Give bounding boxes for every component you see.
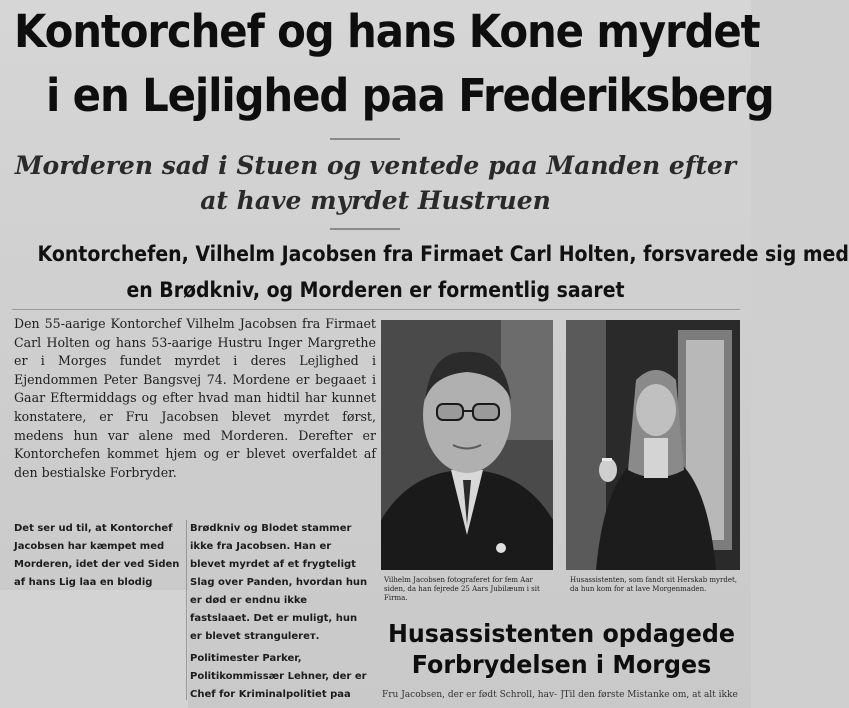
deck-line-1: Morderen sad i Stuen og ventede paa Manden efter [14,151,737,180]
blank-area [0,590,188,708]
column-left-text: Det ser ud til, at Kontorchef Jacobsen har kæmpet med Morderen, idet der ved Siden af hans Lig laa en blodig [14,523,180,588]
divider-rule [330,228,400,230]
woman-photo-image [566,320,740,570]
photo-vilhelm-jacobsen [381,320,553,570]
deck-line-2: at have myrdet Hustruen [200,186,551,215]
subhead-line-1: Kontorchefen, Vilhelm Jacobsen fra Firmaet Carl Holten, forsvarede sig med [37,242,849,266]
caption-right: Husassistenten, som fandt sit Herskab myrdet, da hun kom for at lave Morgenmaden. [570,576,738,593]
footer-text: Fru Jacobsen, der er født Schroll, hav- ]Til den første Mistanke om, at alt ikke [382,690,738,700]
section-rule [12,309,740,310]
caption-left: Vilhelm Jacobsen fotograferet for fem Aar siden, da han fejrede 25 Aars Jubilæum i sit Firma. [384,576,540,602]
column-middle-text-2: Politimester Parker, Politikommissær Lehner, der er Chef for Kriminalpolitiet paa [190,653,367,700]
secondary-headline-line-1: Husassistenten opdagede [387,619,736,648]
subhead-line-2: en Brødkniv, og Morderen er formentlig saaret [126,278,625,302]
secondary-headline-line-2: Forbrydelsen i Morges [411,650,712,679]
headline-line-1: Kontorchef og hans Kone myrdet [14,5,760,58]
headline-line-2: i en Lejlighed paa Frederiksberg [46,69,774,122]
photo-husassistenten [566,320,740,570]
column-divider [186,520,187,700]
man-portrait-image [381,320,553,570]
lead-paragraph: Den 55-aarige Kontorchef Vilhelm Jacobsen fra Firmaet Carl Holten og hans 53-aarige Hustru Inger Margrethe er i Morges fundet myrdet i deres Lejlighed i Ejendommen Peter Bangsvej 74. Mordene er begaaet i Gaar Eftermiddags og efter hvad man hidtil har kunnet konstatere, er Fru Jacobsen blevet myrdet først, medens hun var alene med Morderen. Derefter er Kontorchefen kommet hjem og er blevet overfaldet af den bestialske Forbryder. [14,316,376,480]
divider-rule [330,138,400,140]
column-middle-text: Brødkniv og Blodet stammer ikke fra Jacobsen. Han er blevet myrdet af et frygteligt Slag over Panden, hvordan hun er død er endnu ikke fastslaaet. Det er muligt, hun er blevet strangulerет. [190,523,368,642]
